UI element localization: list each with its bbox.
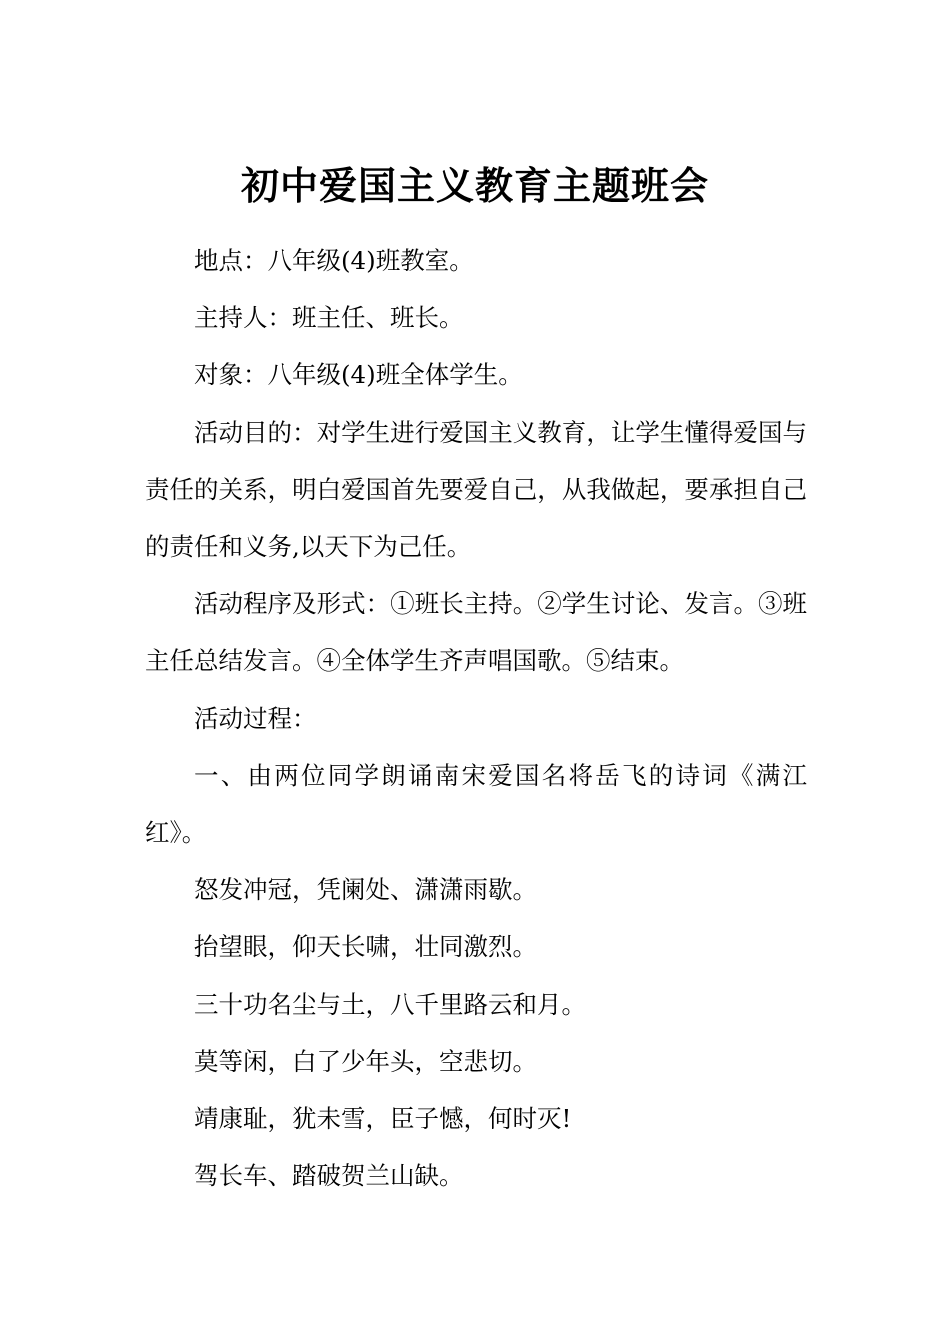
paragraph-host: 主持人：班主任、班长。: [194, 303, 464, 333]
poem-line: 驾长车、踏破贺兰山缺。: [194, 1161, 464, 1191]
paragraph-audience: 对象：八年级(4)班全体学生。: [194, 360, 523, 390]
poem-line: 抬望眼，仰天长啸，壮同激烈。: [194, 932, 537, 962]
poem-line: 靖康耻，犹未雪，臣子憾，何时灭!: [194, 1104, 572, 1134]
paragraph-process-heading: 活动过程：: [194, 703, 317, 733]
document-body: [145, 232, 807, 1204]
paragraph-step-one: 一、由两位同学朗诵南宋爱国名将岳飞的诗词《满江红》。: [145, 760, 807, 848]
document-title: 初中爱国主义教育主题班会: [240, 163, 709, 208]
poem-line: 怒发冲冠，凭阑处、潇潇雨歇。: [194, 875, 537, 905]
poem-line: 莫等闲，白了少年头，空悲切。: [194, 1046, 537, 1076]
paragraph-location: 地点：八年级(4)班教室。: [194, 246, 474, 275]
paragraph-purpose: 活动目的：对学生进行爱国主义教育，让学生懂得爱国与责任的关系，明白爱国首先要爱自己，从我做起，要承担自己的责任和义务,以天下为己任。: [145, 417, 807, 562]
paragraph-procedure: 活动程序及形式：①班长主持。②学生讨论、发言。③班主任总结发言。④全体学生齐声唱国歌。⑤结束。: [145, 589, 807, 676]
poem-line: 三十功名尘与土，八千里路云和月。: [194, 989, 586, 1019]
